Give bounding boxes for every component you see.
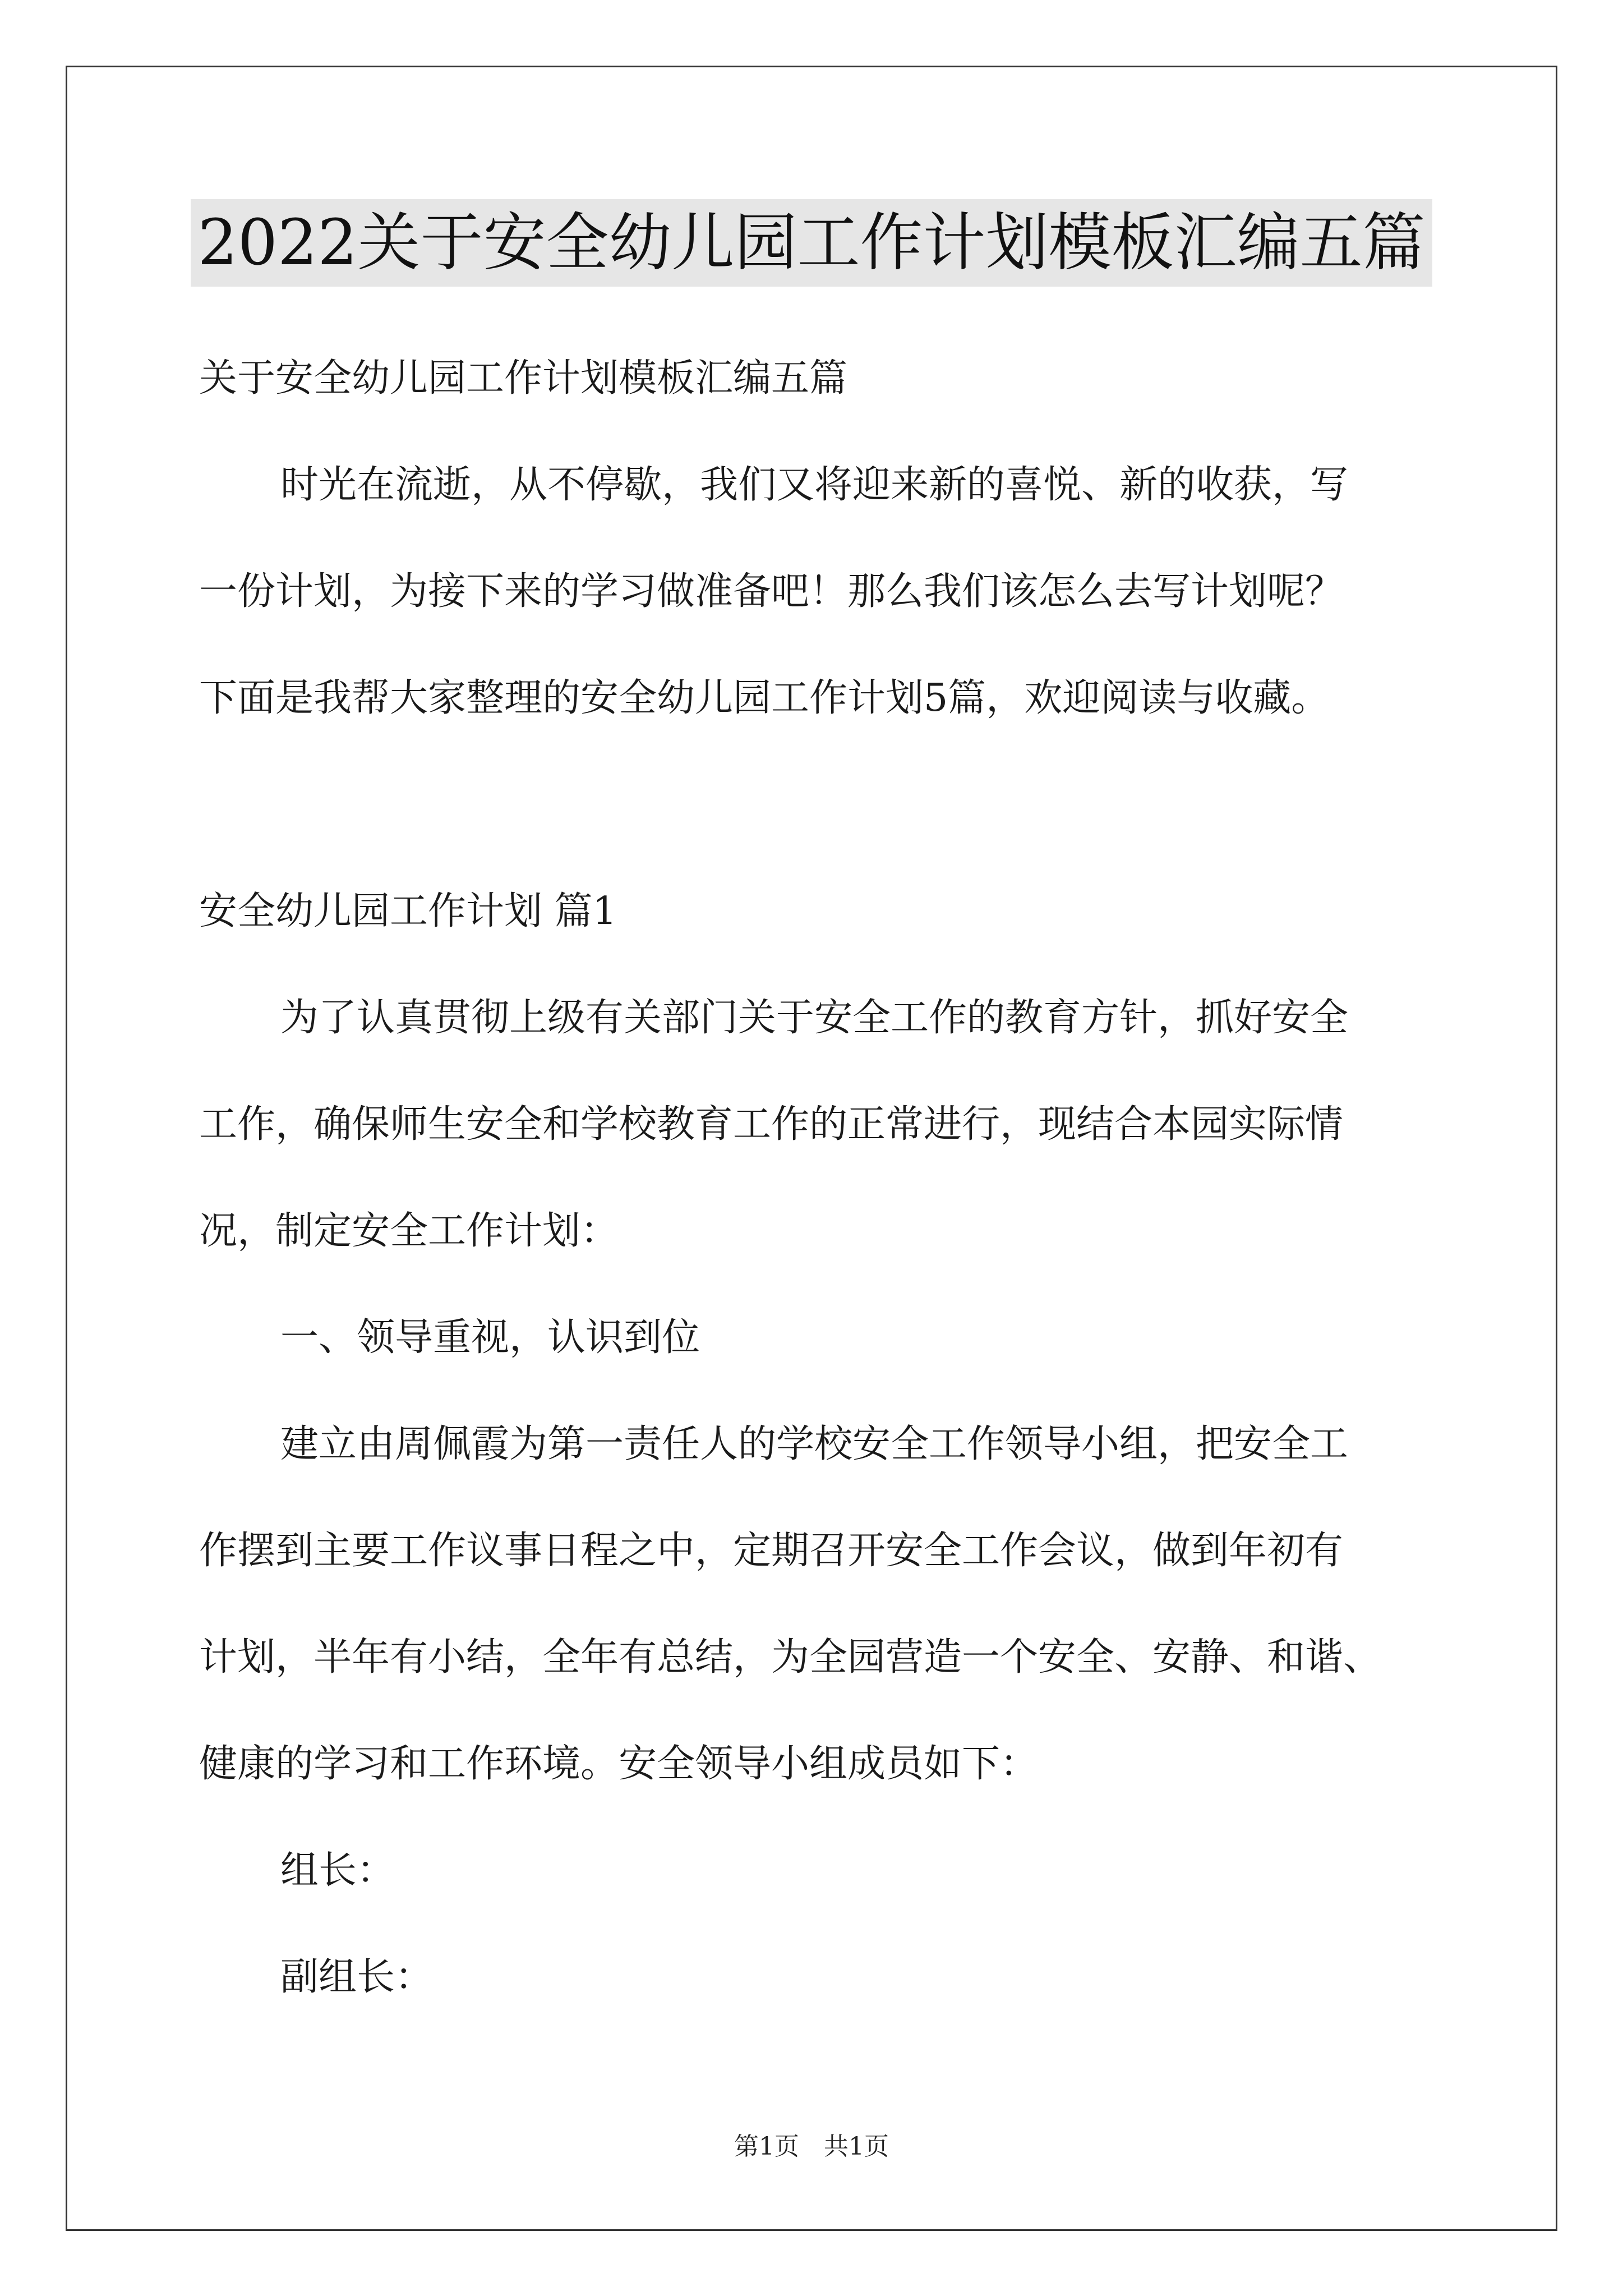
paragraph-line: 组长： (280, 1848, 395, 1893)
paragraph-line: 副组长： (280, 1955, 434, 1999)
paragraph-line: 况，制定安全工作计划： (199, 1209, 619, 1253)
document-title: 2022关于安全幼儿园工作计划模板汇编五篇 (191, 199, 1432, 287)
section-heading: 安全幼儿园工作计划 篇1 (199, 889, 617, 933)
paragraph-line: 建立由周佩霞为第一责任人的学校安全工作领导小组，把安全工 (280, 1422, 1349, 1466)
paragraph-line: 作摆到主要工作议事日程之中，定期召开安全工作会议，做到年初有 (199, 1529, 1344, 1573)
subheading-line: 一、领导重视，认识到位 (280, 1315, 700, 1360)
paragraph-line: 时光在流逝，从不停歇，我们又将迎来新的喜悦、新的收获，写 (280, 463, 1349, 507)
page-footer: 第1页 共1页 (734, 2132, 889, 2161)
paragraph-line: 计划，半年有小结，全年有总结，为全园营造一个安全、安静、和谐、 (199, 1635, 1382, 1680)
paragraph-line: 工作，确保师生安全和学校教育工作的正常进行，现结合本园实际情 (199, 1102, 1344, 1147)
paragraph-line: 为了认真贯彻上级有关部门关于安全工作的教育方针，抓好安全 (280, 996, 1349, 1040)
paragraph-line: 健康的学习和工作环境。安全领导小组成员如下： (199, 1742, 1039, 1786)
title-container (0, 199, 1623, 287)
subtitle-line: 关于安全幼儿园工作计划模板汇编五篇 (199, 356, 848, 401)
paragraph-line: 下面是我帮大家整理的安全幼儿园工作计划5篇，欢迎阅读与收藏。 (199, 676, 1330, 720)
paragraph-line: 一份计划，为接下来的学习做准备吧！那么我们该怎么去写计划呢？ (199, 569, 1344, 614)
